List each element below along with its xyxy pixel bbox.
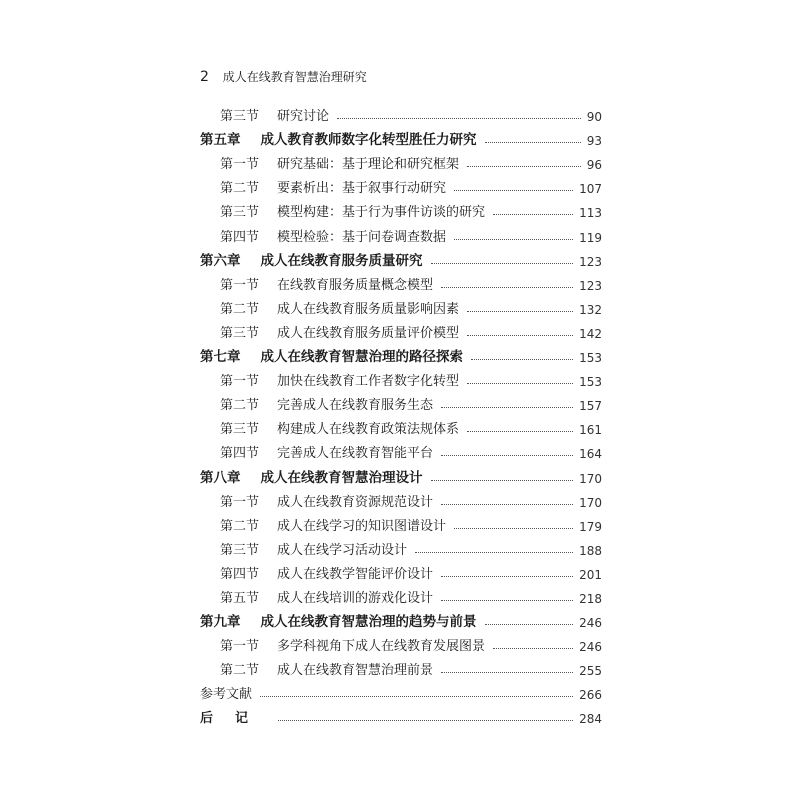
toc-entry-title: 研究讨论 bbox=[277, 109, 330, 125]
dot-leader bbox=[485, 142, 581, 143]
toc-chapter-entry bbox=[200, 461, 602, 485]
toc-entry-title: 成人在线培训的游戏化设计 bbox=[277, 590, 434, 606]
toc-page-number: 170 bbox=[579, 471, 602, 486]
dot-leader bbox=[441, 455, 573, 456]
dot-leader bbox=[467, 431, 573, 432]
toc-entry-title: 成人在线教育智慧治理的趋势与前景 bbox=[260, 614, 477, 631]
dot-leader bbox=[441, 600, 573, 601]
toc-entry-title: 模型构建：基于行为事件访谈的研究 bbox=[277, 205, 486, 221]
toc-entry-label: 第七章 bbox=[200, 349, 241, 366]
toc-section-entry bbox=[200, 437, 602, 461]
dot-leader bbox=[260, 696, 573, 697]
toc-section-entry bbox=[200, 486, 602, 510]
toc-section-entry bbox=[200, 582, 602, 606]
toc-entry-label: 第二节 bbox=[220, 301, 260, 317]
toc-entry-title: 完善成人在线教育服务生态 bbox=[277, 398, 434, 414]
toc-page-number: 179 bbox=[579, 519, 602, 534]
toc-page-number: 188 bbox=[579, 543, 602, 558]
toc-entry-label: 第二节 bbox=[220, 518, 260, 534]
toc-entry-label: 第三节 bbox=[220, 542, 260, 558]
dot-leader bbox=[467, 166, 581, 167]
toc-entry-label: 第九章 bbox=[200, 614, 241, 631]
dot-leader bbox=[467, 335, 573, 336]
toc-page-number: 201 bbox=[579, 567, 602, 582]
toc-page-number: 123 bbox=[579, 254, 602, 269]
dot-leader bbox=[493, 214, 573, 215]
toc-entry-label: 第四节 bbox=[220, 566, 260, 582]
toc-entry-label: 第一节 bbox=[220, 277, 260, 293]
dot-leader bbox=[441, 407, 573, 408]
header-page-number: 2 bbox=[200, 69, 209, 85]
toc-chapter-entry bbox=[200, 124, 602, 148]
toc-entry-title: 要素析出：基于叙事行动研究 bbox=[277, 181, 447, 197]
toc-chapter-entry bbox=[200, 245, 602, 269]
toc-entry-label: 第二节 bbox=[220, 181, 260, 197]
toc-entry-title: 成人在线教育智慧治理前景 bbox=[277, 663, 434, 679]
toc-chapter-entry bbox=[200, 341, 602, 365]
dot-leader bbox=[431, 480, 574, 481]
toc-page-number: 284 bbox=[579, 712, 602, 727]
toc-entry-title: 成人在线教育服务质量影响因素 bbox=[277, 301, 460, 317]
toc-entry-title: 完善成人在线教育智能平台 bbox=[277, 446, 434, 462]
toc-entry-title: 成人在线教育智慧治理设计 bbox=[260, 469, 423, 486]
header-book-title: 成人在线教育智慧治理研究 bbox=[222, 70, 367, 84]
toc-section-entry bbox=[200, 100, 602, 124]
toc-entry-label: 第一节 bbox=[220, 639, 260, 655]
toc-page-number: 96 bbox=[586, 158, 602, 173]
toc-page-number: 142 bbox=[579, 326, 602, 341]
toc-entry-label: 第一节 bbox=[220, 374, 260, 390]
toc-page-number: 123 bbox=[579, 278, 602, 293]
toc-section-entry bbox=[200, 365, 602, 389]
dot-leader bbox=[467, 311, 573, 312]
dot-leader bbox=[441, 576, 573, 577]
toc-entry-title: 成人教育教师数字化转型胜任力研究 bbox=[260, 132, 477, 149]
dot-leader bbox=[278, 720, 573, 721]
toc-entry-title: 成人在线学习活动设计 bbox=[277, 542, 408, 558]
toc-entry-title: 多学科视角下成人在线教育发展图景 bbox=[277, 639, 486, 655]
dot-leader bbox=[454, 190, 573, 191]
toc-entry-label: 第四节 bbox=[220, 229, 260, 245]
toc-entry-label: 第六章 bbox=[200, 252, 241, 269]
dot-leader bbox=[441, 504, 573, 505]
toc-section-entry bbox=[200, 172, 602, 196]
dot-leader bbox=[485, 624, 574, 625]
toc-page-number: 246 bbox=[579, 640, 602, 655]
toc-page-number: 246 bbox=[579, 616, 602, 631]
toc-entry-title: 成人在线学习的知识图谱设计 bbox=[277, 518, 447, 534]
toc-page-number: 164 bbox=[579, 447, 602, 462]
toc-page-number: 157 bbox=[579, 399, 602, 414]
toc-entry-title: 成人在线教学智能评价设计 bbox=[277, 566, 434, 582]
toc-page-number: 153 bbox=[579, 351, 602, 366]
toc-page-number: 119 bbox=[579, 230, 602, 245]
dot-leader bbox=[337, 118, 581, 119]
toc-entry-title: 加快在线教育工作者数字化转型 bbox=[277, 374, 460, 390]
table-of-contents bbox=[200, 100, 602, 726]
toc-section-entry bbox=[200, 148, 602, 172]
toc-section-entry bbox=[200, 630, 602, 654]
toc-section-entry bbox=[200, 220, 602, 244]
toc-entry-label: 第八章 bbox=[200, 469, 241, 486]
toc-section-entry bbox=[200, 654, 602, 678]
toc-backmatter-entry bbox=[200, 702, 602, 726]
toc-entry-title: 成人在线教育智慧治理的路径探索 bbox=[260, 349, 463, 366]
toc-page-number: 93 bbox=[586, 134, 602, 149]
toc-page-number: 153 bbox=[579, 375, 602, 390]
dot-leader bbox=[431, 263, 574, 264]
toc-backmatter-entry bbox=[200, 678, 602, 702]
toc-entry-label: 第三节 bbox=[220, 325, 260, 341]
toc-entry-label: 参考文献 bbox=[200, 687, 253, 703]
running-header bbox=[200, 68, 367, 85]
toc-section-entry bbox=[200, 534, 602, 558]
toc-entry-title: 成人在线教育服务质量评价模型 bbox=[277, 325, 460, 341]
toc-page-number: 266 bbox=[579, 688, 602, 703]
toc-entry-title: 成人在线教育服务质量研究 bbox=[260, 252, 423, 269]
toc-entry-label: 第二节 bbox=[220, 663, 260, 679]
toc-entry-title: 构建成人在线教育政策法规体系 bbox=[277, 422, 460, 438]
toc-section-entry bbox=[200, 558, 602, 582]
dot-leader bbox=[415, 552, 573, 553]
toc-chapter-entry bbox=[200, 606, 602, 630]
toc-page-number: 218 bbox=[579, 591, 602, 606]
toc-entry-label: 第一节 bbox=[220, 157, 260, 173]
toc-page-number: 161 bbox=[579, 423, 602, 438]
toc-section-entry bbox=[200, 317, 602, 341]
toc-entry-label: 第四节 bbox=[220, 446, 260, 462]
dot-leader bbox=[454, 239, 573, 240]
toc-page-number: 113 bbox=[579, 206, 602, 221]
dot-leader bbox=[441, 287, 573, 288]
dot-leader bbox=[441, 672, 573, 673]
toc-entry-label: 后记 bbox=[200, 711, 271, 727]
toc-page-number: 170 bbox=[579, 495, 602, 510]
toc-page-number: 255 bbox=[579, 664, 602, 679]
toc-section-entry bbox=[200, 293, 602, 317]
toc-entry-title: 成人在线教育资源规范设计 bbox=[277, 494, 434, 510]
toc-section-entry bbox=[200, 196, 602, 220]
toc-entry-title: 模型检验：基于问卷调查数据 bbox=[277, 229, 447, 245]
toc-page-number: 107 bbox=[579, 182, 602, 197]
toc-section-entry bbox=[200, 269, 602, 293]
toc-entry-label: 第五章 bbox=[200, 132, 241, 149]
toc-page-number: 132 bbox=[579, 302, 602, 317]
toc-entry-label: 第五节 bbox=[220, 590, 260, 606]
toc-entry-label: 第三节 bbox=[220, 205, 260, 221]
dot-leader bbox=[471, 359, 573, 360]
toc-entry-label: 第三节 bbox=[220, 109, 260, 125]
toc-entry-label: 第一节 bbox=[220, 494, 260, 510]
toc-section-entry bbox=[200, 389, 602, 413]
toc-page-number: 90 bbox=[586, 110, 602, 125]
toc-section-entry bbox=[200, 413, 602, 437]
toc-entry-title: 研究基础：基于理论和研究框架 bbox=[277, 157, 460, 173]
dot-leader bbox=[493, 648, 573, 649]
toc-entry-label: 第二节 bbox=[220, 398, 260, 414]
toc-entry-label: 第三节 bbox=[220, 422, 260, 438]
toc-entry-title: 在线教育服务质量概念模型 bbox=[277, 277, 434, 293]
dot-leader bbox=[454, 528, 573, 529]
toc-section-entry bbox=[200, 510, 602, 534]
dot-leader bbox=[467, 383, 573, 384]
